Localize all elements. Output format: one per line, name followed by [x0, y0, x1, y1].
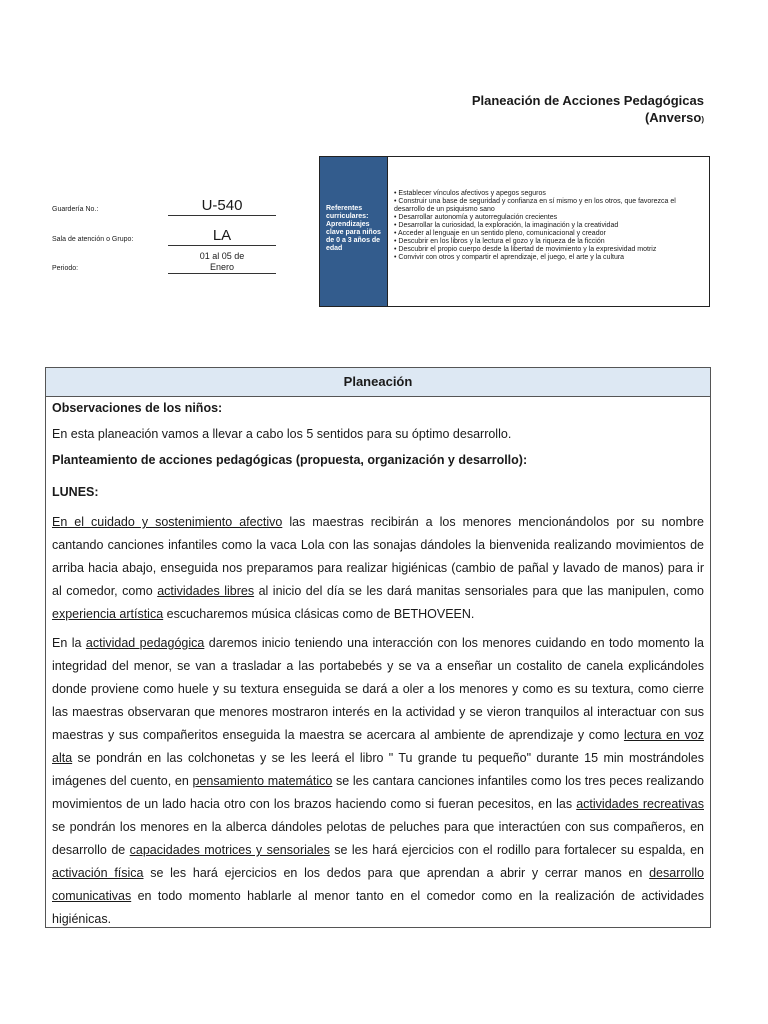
term-actividades-recreativas: actividades recreativas: [576, 797, 704, 811]
referentes-list: [388, 157, 709, 306]
paragraph-text: En la: [52, 636, 86, 650]
referente-item: • Desarrollar autonomía y autorregulación crecientes: [394, 214, 558, 221]
paragraph-text: se pondrán los menores en la alberca dándoles pelotas de peluches para que interactúen con sus compañeros, en desarrollo de: [52, 820, 704, 857]
planeacion-body: [46, 397, 710, 931]
planteamiento-heading: Planteamiento de acciones pedagógicas (propuesta, organización y desarrollo):: [52, 453, 528, 467]
referente-item: • Desarrollar la curiosidad, la exploración, la imaginación y la creatividad: [394, 222, 619, 229]
subtitle-text: (Anverso: [644, 110, 702, 125]
document-title-block: [472, 92, 704, 128]
periodo-value-line2: Enero: [209, 262, 235, 272]
referente-item: • Establecer vínculos afectivos y apegos seguros: [394, 190, 546, 197]
paragraph-text: las maestras recibirán a los menores mencionándolos por su nombre cantando canciones infantiles como la vaca Lola con las sonajas dándoles la bienvenida realizando movimientos de arriba hacia abajo, enseguida nos preparamos para realizar higiénicas (cambio de pañal y lavado de manos) para ir al comedor, como: [52, 515, 704, 598]
day-heading: LUNES:: [52, 485, 99, 499]
paragraph-text: daremos inicio teniendo una interacción con los menores cuidando en todo momento la integridad del menor, se van a trasladar a las portabebés y se va a enseñar un costalito de canela explicándoles donde proviene como huele y su textura enseguida se dará a oler a los menores y como es su textura, como cierre las maestras observaran que menores mostraron interés en la actividad y se vieron tranquilos al interactuar con sus maestras y sus compañeritos enseguida la maestra se acercara al ambiente de aprendizaje y como: [52, 636, 704, 742]
subtitle-paren: ): [701, 115, 704, 124]
referente-item: • Construir una base de seguridad y confianza en sí mismo y en los otros, que favorezca el desarrollo de un psiquismo sano: [394, 198, 676, 213]
periodo-label: Periodo:: [52, 265, 79, 272]
planeacion-heading: Planeación: [46, 368, 710, 397]
referentes-label: Referentes curriculares: Aprendizajes clave para niños de 0 a 3 años de edad: [320, 157, 388, 306]
document-subtitle: [472, 109, 704, 128]
periodo-value-line1: 01 al 05 de: [199, 251, 245, 261]
paragraph-text: se les cantara canciones infantiles como los tres peces realizando movimientos de un lado hacia otro con los brazos haciendo como si fueran pecesitos, en las: [52, 774, 704, 811]
referente-item: • Convivir con otros y compartir el aprendizaje, el juego, el arte y la cultura: [394, 254, 625, 261]
term-experiencia-artistica: experiencia artística: [52, 607, 164, 621]
referentes-box: [319, 156, 710, 307]
paragraph-text: se les hará ejercicios en los dedos para que aprendan a abrir y cerrar manos en: [143, 866, 650, 880]
sala-label: Sala de atención o Grupo:: [52, 236, 134, 243]
document-title: Planeación de Acciones Pedagógicas: [471, 93, 704, 108]
periodo-value: [168, 251, 276, 274]
paragraph-text: se pondrán en las colchonetas y se les leerá el libro " Tu grande tu pequeño" durante 15 min mostrándoles imágenes del cuento, en: [52, 751, 704, 788]
term-desarrollo-comunicativas: desarrollo comunicativas: [52, 866, 704, 903]
term-cuidado-afectivo: En el cuidado y sostenimiento afectivo: [52, 515, 283, 529]
paragraph-text: en todo momento hablarle al menor tanto en el comedor como en la realización de actividades higiénicas.: [52, 889, 704, 926]
planeacion-box: [45, 367, 711, 928]
paragraph-lunes-1: [52, 511, 704, 626]
observaciones-heading: Observaciones de los niños:: [52, 401, 223, 415]
paragraph-lunes-2: [52, 632, 704, 931]
paragraph-text: se les hará ejercicios con el rodillo para fortalecer su espalda, en: [329, 843, 704, 857]
guarderia-label: Guardería No.:: [52, 206, 99, 213]
guarderia-value: U-540: [168, 197, 276, 216]
referente-item: • Descubrir en los libros y la lectura el gozo y la riqueza de la ficción: [394, 238, 605, 245]
term-capacidades-motrices: capacidades motrices y sensoriales: [129, 843, 330, 857]
sala-value: LA: [168, 227, 276, 246]
paragraph-text: escucharemos música clásicas como de BETHOVEEN.: [163, 607, 475, 621]
term-actividad-pedagogica: actividad pedagógica: [85, 636, 205, 650]
observaciones-text: En esta planeación vamos a llevar a cabo los 5 sentidos para su óptimo desarrollo.: [52, 427, 512, 441]
term-pensamiento-matematico: pensamiento matemático: [192, 774, 333, 788]
paragraph-text: al inicio del día se les dará manitas sensoriales para que las manipulen, como: [254, 584, 704, 598]
term-actividades-libres: actividades libres: [157, 584, 255, 598]
referente-item: • Descubrir el propio cuerpo desde la libertad de movimiento y la expresividad motriz: [394, 246, 657, 253]
term-lectura-voz-alta: lectura en voz alta: [52, 728, 704, 765]
term-activacion-fisica: activación física: [52, 866, 144, 880]
referente-item: • Acceder al lenguaje en un sentido pleno, comunicacional y creador: [394, 230, 606, 237]
